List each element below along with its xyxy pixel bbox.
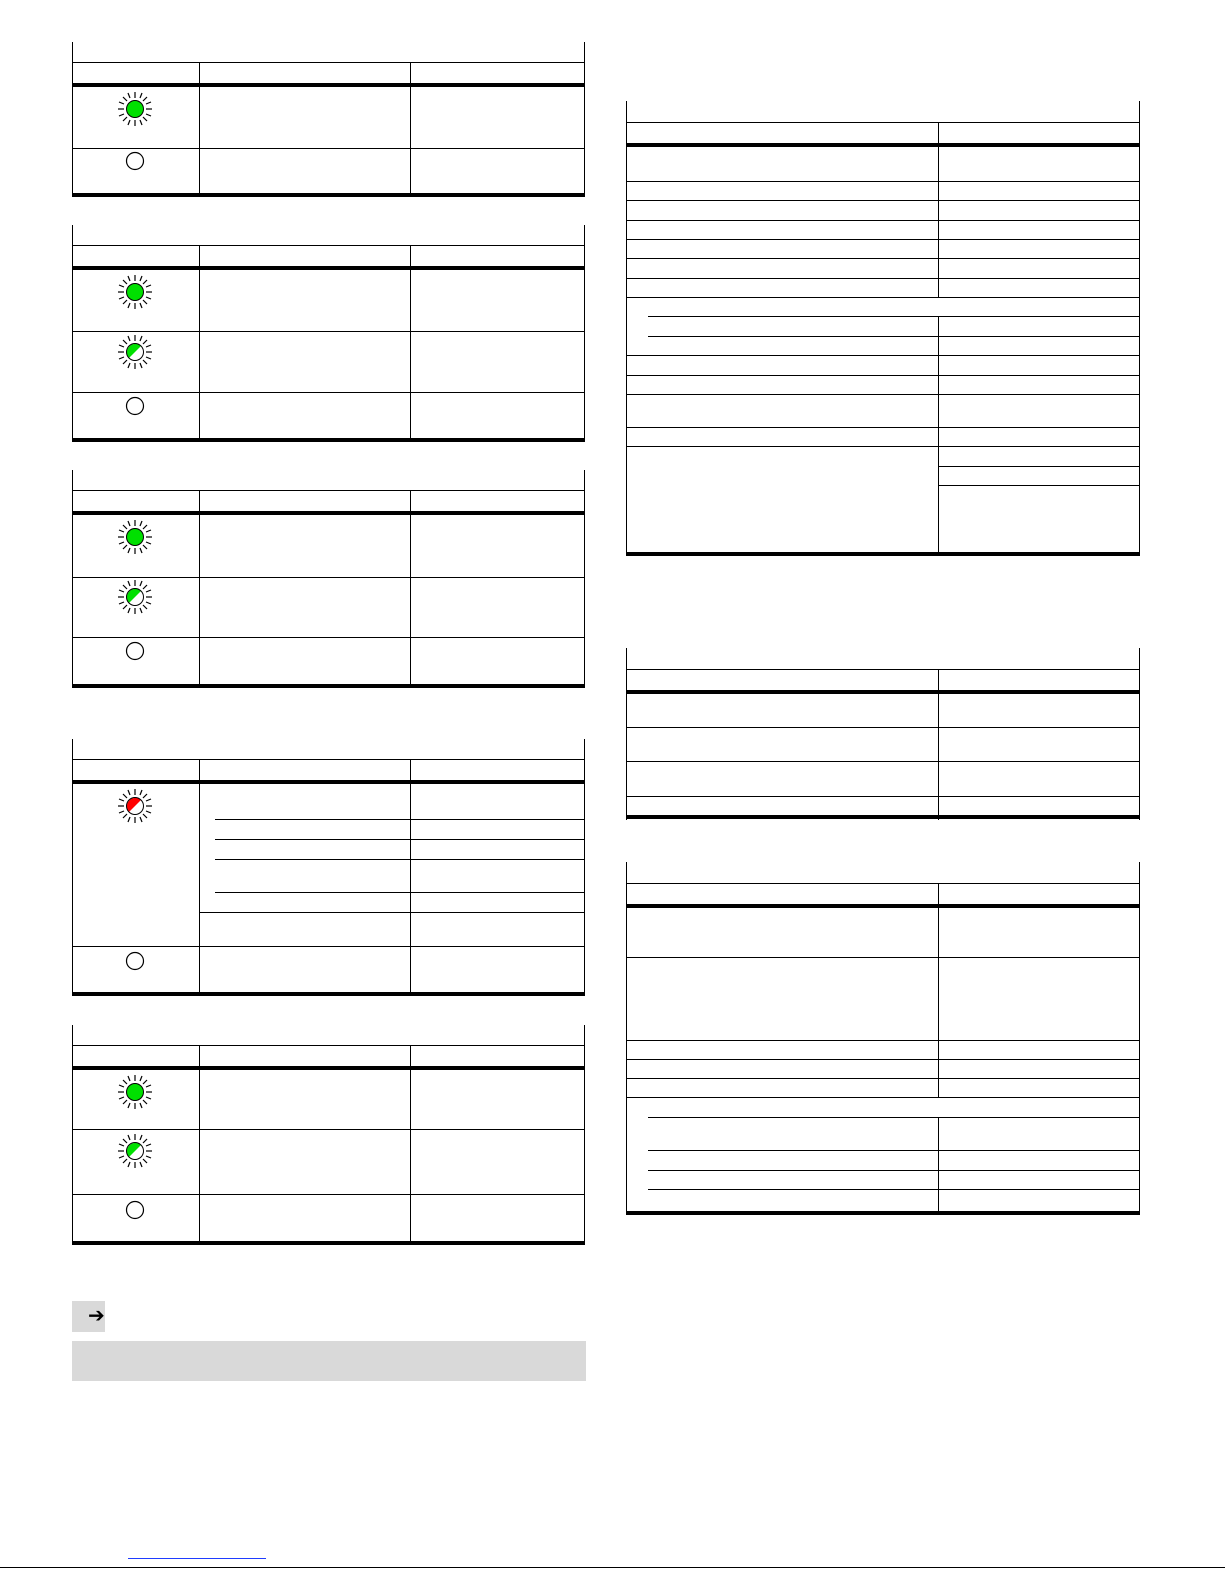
led-off-icon xyxy=(125,951,145,971)
led-green-flashing-icon xyxy=(117,334,153,370)
led-green-on-icon xyxy=(117,519,153,555)
note-box xyxy=(72,1341,586,1381)
led-green-on-icon xyxy=(117,1074,153,1110)
led-green-on-icon xyxy=(117,274,153,310)
led-green-flashing-icon xyxy=(117,579,153,615)
led-off-icon xyxy=(125,151,145,171)
led-green-on-icon xyxy=(117,91,153,127)
footer-link[interactable] xyxy=(128,1558,266,1559)
arrow-right-icon: ➔ xyxy=(88,1303,105,1327)
led-off-icon xyxy=(125,396,145,416)
led-off-icon xyxy=(125,641,145,661)
note-marker xyxy=(72,1301,105,1332)
led-off-icon xyxy=(125,1200,145,1220)
led-green-flashing-icon xyxy=(117,1133,153,1169)
footer-rule xyxy=(0,1567,1225,1568)
led-red-flashing-icon xyxy=(117,788,153,824)
